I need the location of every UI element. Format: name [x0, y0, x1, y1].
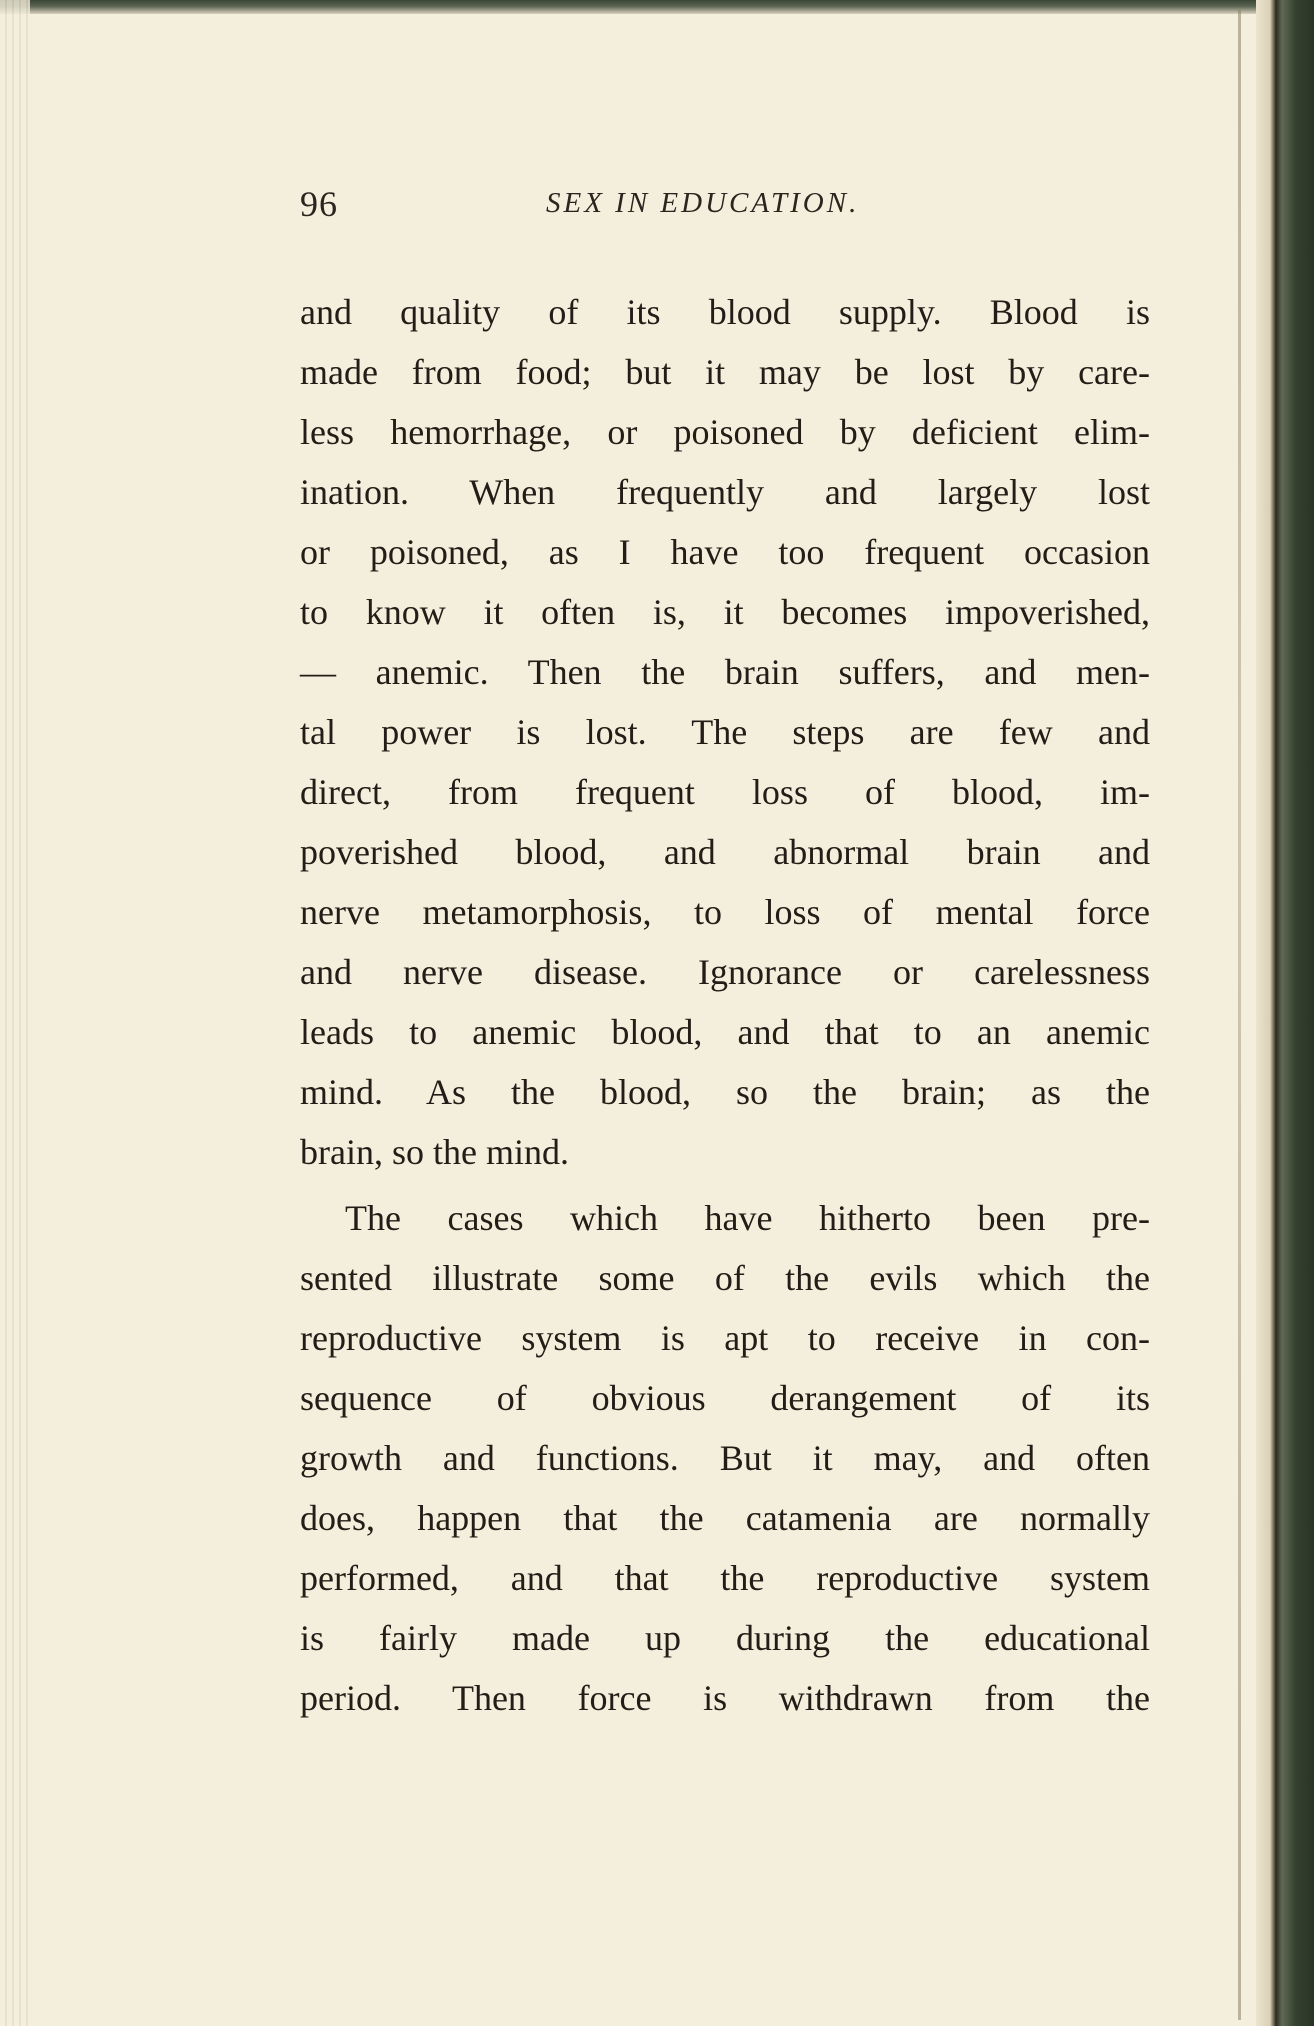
text-line: and quality of its blood supply. Blood is [300, 292, 1150, 332]
paragraph-1 [300, 282, 1150, 1182]
text-line: or poisoned, as I have too frequent occasion [300, 532, 1150, 572]
text-line: The cases which have hitherto been pre- [345, 1198, 1150, 1238]
text-line: to know it often is, it becomes impoverished, [300, 592, 1150, 632]
text-line: less hemorrhage, or poisoned by deficient elim- [300, 412, 1150, 452]
text-line: direct, from frequent loss of blood, im- [300, 772, 1150, 812]
paragraph-2 [300, 1188, 1150, 1728]
page-fold-line [1238, 10, 1241, 2020]
running-title: SEX IN EDUCATION. [546, 187, 860, 219]
text-line: is fairly made up during the educational [300, 1618, 1150, 1658]
page-number: 96 [300, 184, 338, 224]
text-line: made from food; but it may be lost by care- [300, 352, 1150, 392]
text-line: mind. As the blood, so the brain; as the [300, 1072, 1150, 1112]
text-line: sented illustrate some of the evils which the [300, 1258, 1150, 1298]
text-line: leads to anemic blood, and that to an anemic [300, 1012, 1150, 1052]
text-line: reproductive system is apt to receive in con- [300, 1318, 1150, 1358]
page-left-edge [0, 0, 30, 2026]
text-line: — anemic. Then the brain suffers, and men- [300, 652, 1150, 692]
text-line: brain, so the mind. [300, 1132, 569, 1172]
text-line: tal power is lost. The steps are few and [300, 712, 1150, 752]
text-line: period. Then force is withdrawn from the [300, 1678, 1150, 1718]
text-line: sequence of obvious derangement of its [300, 1378, 1150, 1418]
text-line: and nerve disease. Ignorance or carelessness [300, 952, 1150, 992]
text-line: does, happen that the catamenia are normally [300, 1498, 1150, 1538]
page-header [300, 183, 920, 239]
book-gutter [1256, 0, 1314, 2026]
text-line: nerve metamorphosis, to loss of mental force [300, 892, 1150, 932]
text-line: ination. When frequently and largely lost [300, 472, 1150, 512]
text-line: growth and functions. But it may, and often [300, 1438, 1150, 1478]
text-line: poverished blood, and abnormal brain and [300, 832, 1150, 872]
text-line: performed, and that the reproductive system [300, 1558, 1150, 1598]
body-text [300, 282, 1150, 1728]
page-top-edge [0, 0, 1314, 14]
